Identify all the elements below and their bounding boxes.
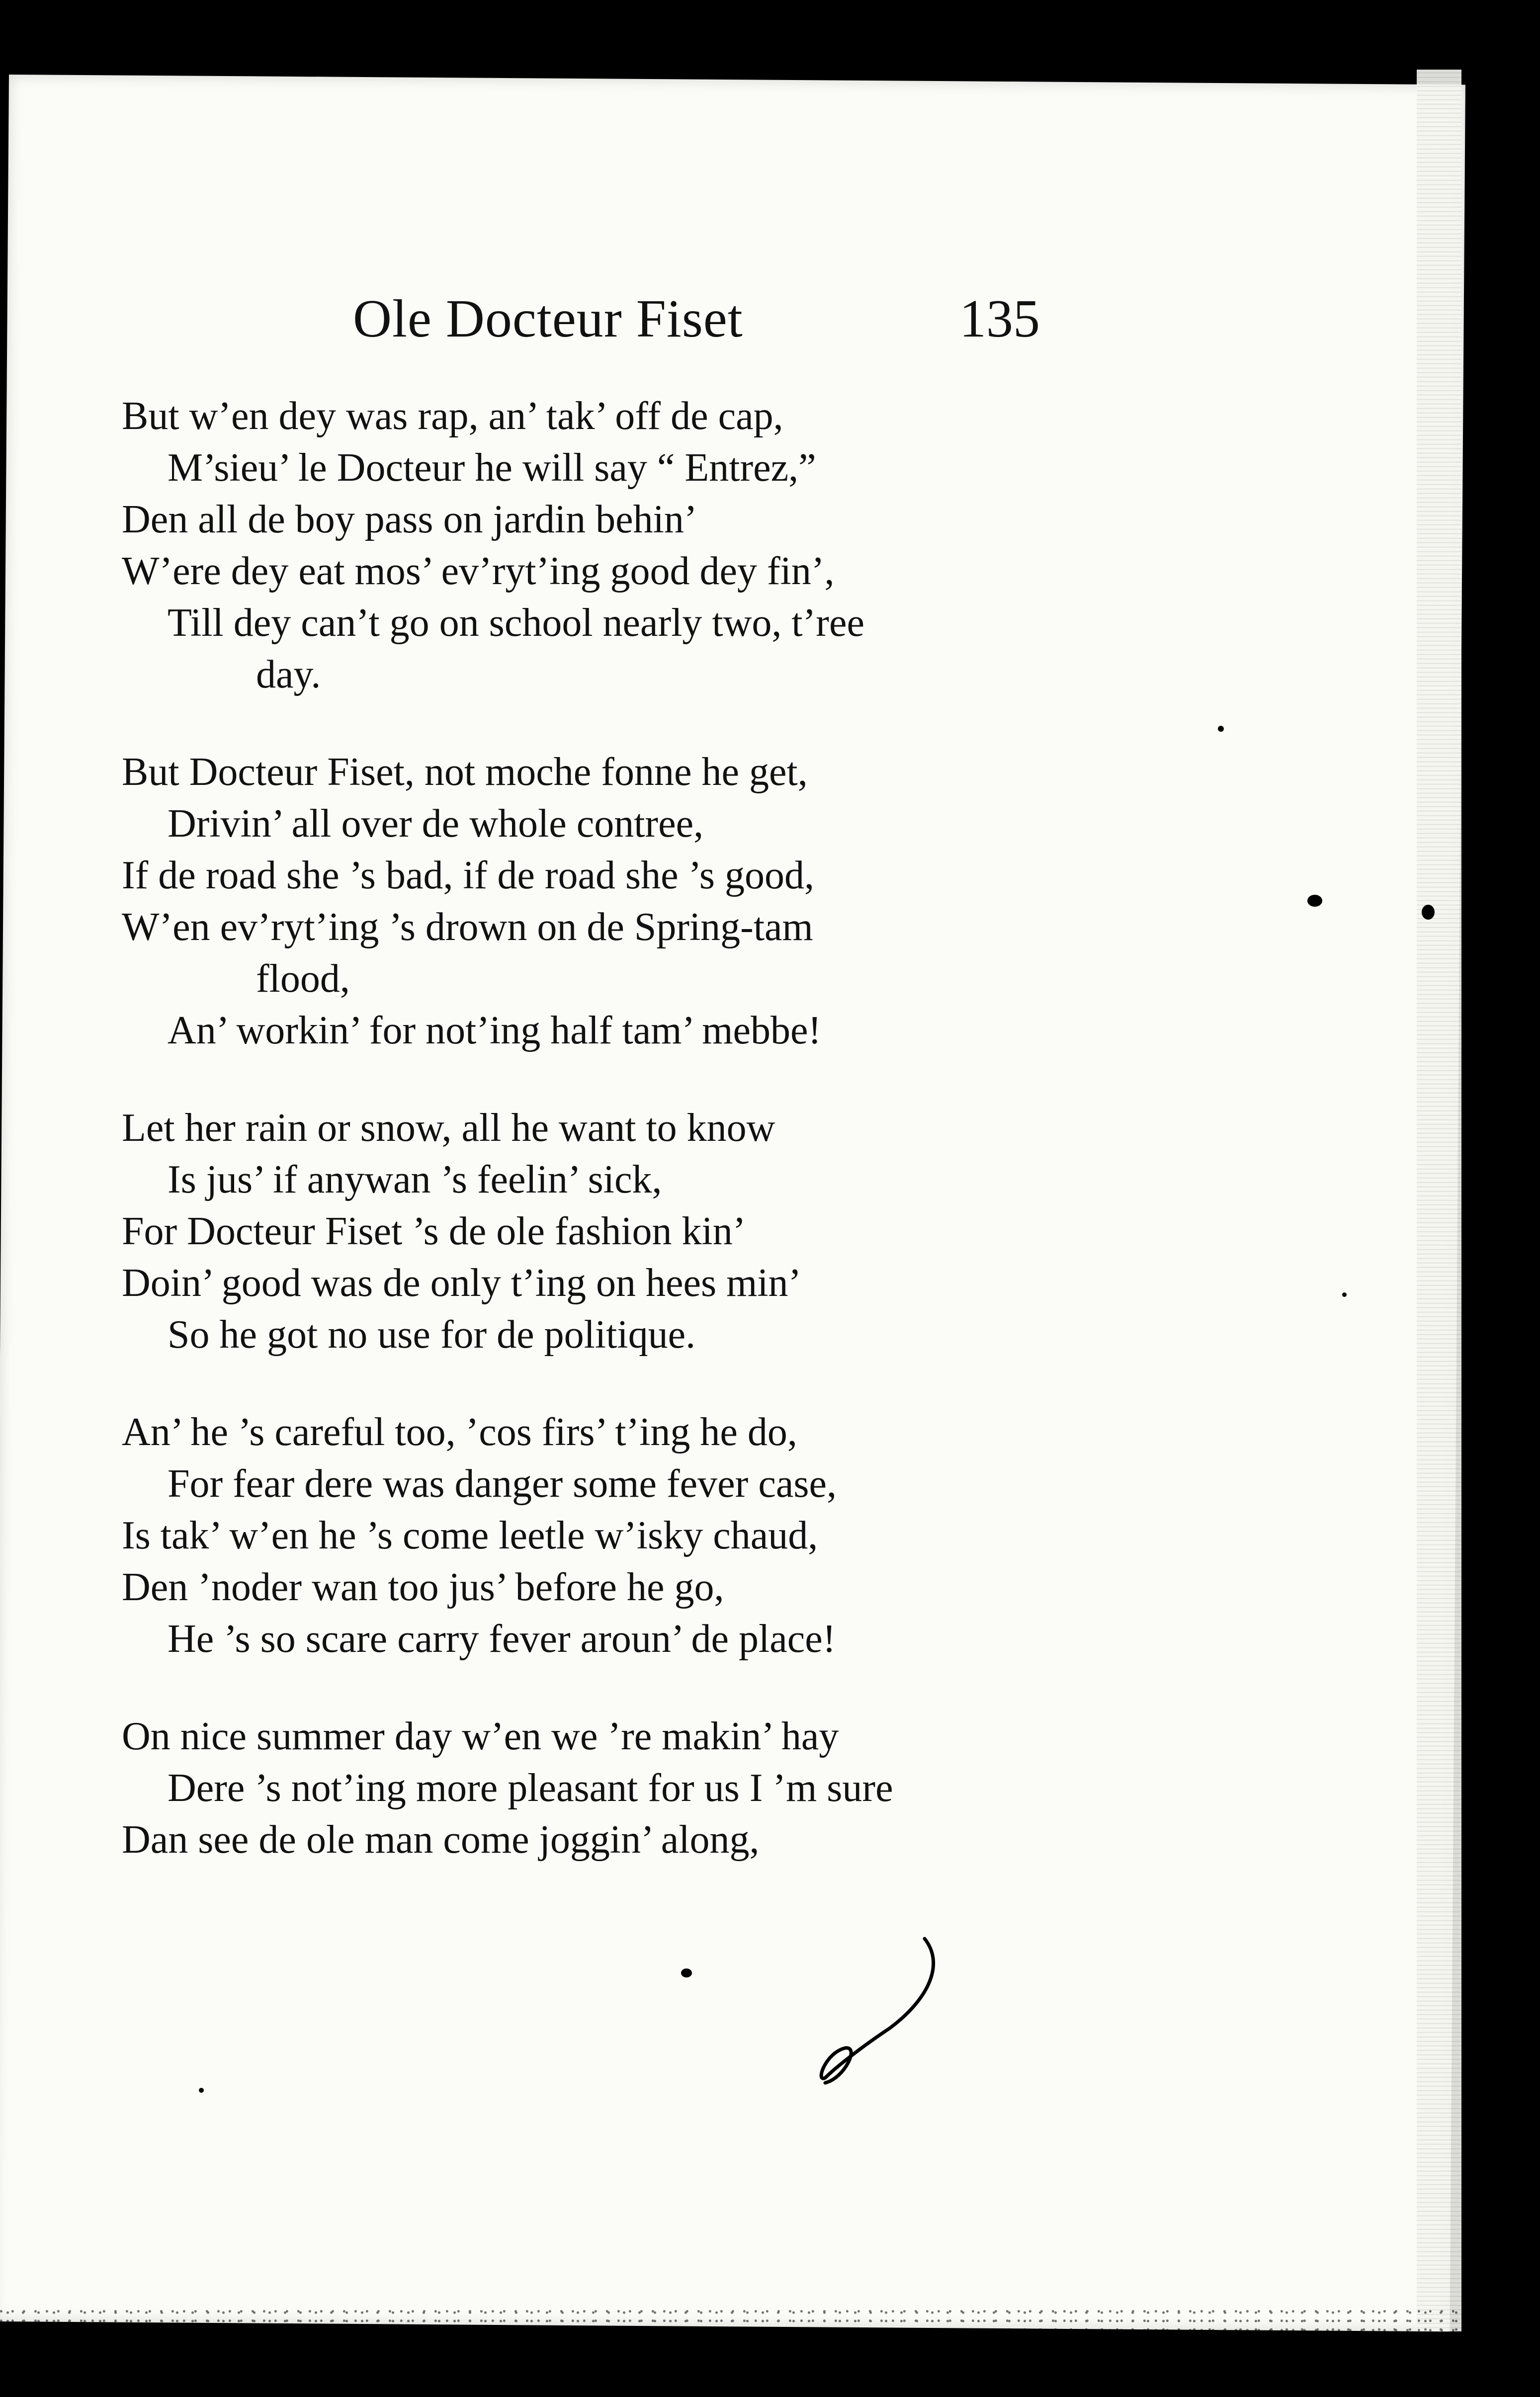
ink-speck: [681, 1969, 692, 1977]
poem-line: W’ere dey eat mos’ ev’ryt’ing good dey fin’,: [122, 549, 835, 593]
poem-line: W’en ev’ryt’ing ’s drown on de Spring-tam: [122, 905, 813, 949]
poem-line: For fear dere was danger some fever case,: [168, 1462, 837, 1506]
poem-line: On nice summer day w’en we ’re makin’ hay: [122, 1714, 839, 1758]
poem-line: If de road she ’s bad, if de road she ’s good,: [122, 854, 814, 897]
poem-line: An’ workin’ for not’ing half tam’ mebbe!: [168, 1009, 822, 1052]
ink-speck: [1342, 1292, 1347, 1297]
stanza: [122, 1406, 1116, 1665]
stanza: [122, 1711, 1116, 1866]
poem-line: M’sieu’ le Docteur he will say “ Entrez,”: [168, 446, 816, 490]
pen-scrawl-mark: [815, 1929, 964, 2093]
stanza: [122, 746, 1116, 1056]
poem-line: day.: [256, 653, 321, 696]
poem-line: But Docteur Fiset, not moche fonne he get,: [122, 750, 808, 794]
running-head: Ole Docteur Fiset: [353, 289, 743, 348]
scan-noise: [0, 2308, 1540, 2397]
page-number: 135: [959, 289, 1040, 348]
poem-line: Let her rain or snow, all he want to know: [122, 1106, 775, 1150]
poem-line: Drivin’ all over de whole contree,: [168, 802, 704, 846]
poem-line: Till dey can’t go on school nearly two, t’ree: [168, 601, 864, 645]
poem-line: So he got no use for de politique.: [168, 1313, 696, 1357]
poem-line: But w’en dey was rap, an’ tak’ off de cap,: [122, 394, 783, 438]
stanza: [122, 1102, 1116, 1361]
poem-line: Is tak’ w’en he ’s come leetle w’isky chaud,: [122, 1514, 818, 1557]
poem-line: Is jus’ if anywan ’s feelin’ sick,: [168, 1158, 662, 1201]
poem-line: Doin’ good was de only t’ing on hees min’: [122, 1261, 802, 1305]
poem-line: For Docteur Fiset ’s de ole fashion kin’: [122, 1209, 746, 1253]
page-header: [0, 288, 1540, 358]
ink-speck: [1218, 726, 1224, 732]
page-edge-stack: [1417, 70, 1461, 2331]
stanza: [122, 390, 1116, 700]
poem-line: An’ he ’s careful too, ’cos firs’ t’ing he do,: [122, 1410, 797, 1454]
poem-line: Dan see de ole man come joggin’ along,: [122, 1818, 760, 1862]
poem-body: [122, 390, 1116, 1911]
poem-line: flood,: [256, 957, 350, 1001]
ink-speck: [1307, 895, 1322, 907]
poem-line: Dere ’s not’ing more pleasant for us I ’m sure: [168, 1766, 893, 1810]
ink-speck: [1422, 905, 1435, 920]
ink-speck: [199, 2088, 204, 2093]
poem-line: Den ’noder wan too jus’ before he go,: [122, 1565, 724, 1609]
poem-line: Den all de boy pass on jardin behin’: [122, 498, 697, 541]
poem-line: He ’s so scare carry fever aroun’ de place!: [168, 1617, 836, 1661]
